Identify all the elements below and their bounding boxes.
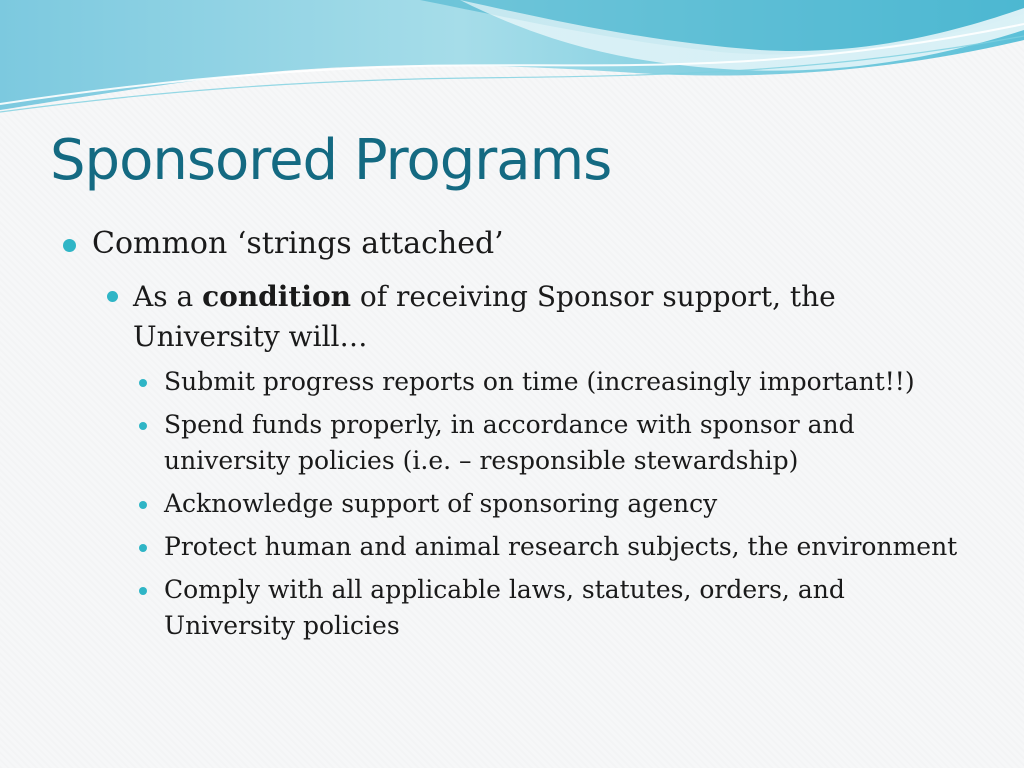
slide-title: Sponsored Programs	[50, 128, 612, 193]
round-bullet-icon	[139, 379, 147, 387]
round-bullet-icon	[139, 587, 147, 595]
round-bullet-icon	[63, 239, 76, 252]
sub-bullet-item: Comply with all applicable laws, statutes, orders, and University policies	[164, 575, 845, 640]
round-bullet-icon	[139, 544, 147, 552]
sub-bullet-item: Acknowledge support of sponsoring agency	[164, 489, 718, 518]
sub-bullet-item: Protect human and animal research subjects, the environment	[164, 532, 958, 561]
round-bullet-icon	[107, 291, 118, 302]
bullet-level2-suffix: of receiving Sponsor support, the University will…	[133, 280, 836, 353]
round-bullet-icon	[139, 422, 147, 430]
bullet-level2-prefix: As a	[133, 280, 203, 313]
bullet-level2-bold: condition	[202, 280, 351, 313]
round-bullet-icon	[139, 501, 147, 509]
bullet-level1-text: Common ‘strings attached’	[92, 226, 504, 261]
sub-bullet-item: Spend funds properly, in accordance with sponsor and university policies (i.e. – responsible stewardship)	[164, 410, 855, 475]
bullet-level2-text	[133, 277, 893, 357]
sub-bullet-item: Submit progress reports on time (increasingly important!!)	[164, 367, 915, 396]
